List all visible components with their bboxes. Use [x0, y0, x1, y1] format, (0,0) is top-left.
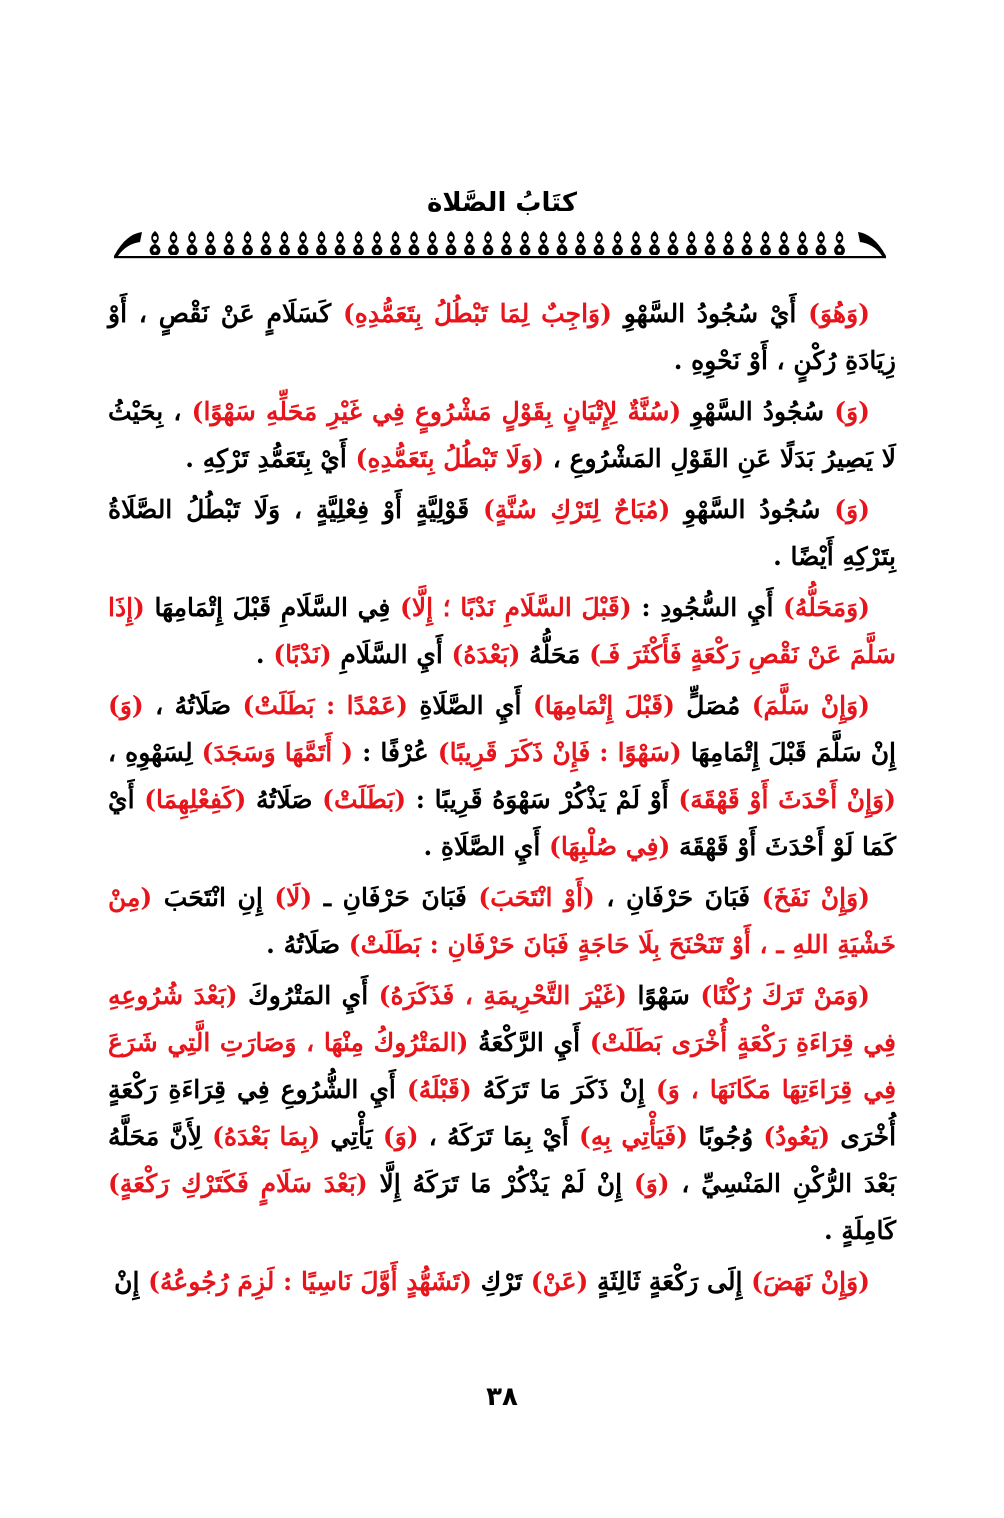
commentary-text: أَيِ السُّجُودِ : — [631, 593, 784, 622]
matn-text: (وَمَحَلُّهُ) — [783, 593, 870, 622]
matn-text: (بِمَا بَعْدَهُ) — [212, 1122, 321, 1151]
matn-text: (غَيْرَ التَّحْرِيمَةِ ، فَذَكَرَهُ) — [378, 981, 628, 1010]
commentary-text: كَامِلَةٍ . — [824, 1216, 896, 1245]
matn-text: (وَهُوَ) — [808, 299, 871, 328]
commentary-text: . — [255, 640, 274, 669]
matn-text: (فَيَأْتِي بِهِ) — [578, 1122, 689, 1151]
paragraph-5 — [108, 682, 896, 870]
commentary-text: فَبَانَ حَرْفَانِ ـ — [312, 883, 479, 912]
matn-text: (وَإِنْ نَهَضَ) — [751, 1267, 870, 1296]
matn-text: (وَ) — [108, 691, 144, 720]
commentary-text: مُصَلٍّ — [674, 691, 752, 720]
matn-text: (نَدْبًا) — [273, 640, 332, 669]
commentary-text: أَيِ الشُّرُوعِ فِي قِرَاءَةِ رَكْعَةٍ أُخْرَى — [108, 1075, 897, 1151]
commentary-text: إِنْ ذَكَرَ مَا تَرَكَهُ — [471, 1075, 656, 1104]
commentary-text: أَيْ بِمَا تَرَكَهُ ، — [418, 1122, 579, 1151]
matn-text: (وَإِنْ أَحْدَثَ أَوْ قَهْقَهَ) — [678, 785, 897, 814]
matn-text: (يَعُودُ) — [763, 1122, 831, 1151]
commentary-text: وُجُوبًا — [688, 1122, 764, 1151]
matn-text: (بَعْدَ سَلَامٍ فَكَتَرْكِ رَكْعَةٍ) — [108, 1169, 368, 1198]
commentary-text: ، بِحَيْثُ لَا يَصِيرُ بَدَلًا عَنِ القَوْلِ المَشْرُوعِ ، — [108, 397, 896, 473]
commentary-text: إِنْ سَلَّمَ قَبْلَ إِتْمَامِهَا — [681, 738, 897, 767]
paragraph-2 — [108, 388, 896, 482]
matn-text: (قَبْلَهُ) — [406, 1075, 472, 1104]
paragraph-4 — [108, 584, 896, 678]
matn-text: (مِنْ خَشْيَةِ اللهِ ـ ، أَوْ تَنَحْنَحَ بِلَا حَاجَةٍ فَبَانَ حَرْفَانِ : بَطَلَتْ) — [108, 883, 896, 959]
matn-text: (قَبْلَ السَّلَامِ نَدْبًا ؛ إِلَّا) — [400, 593, 632, 622]
matn-text: (عَنْ) — [530, 1267, 589, 1296]
commentary-text: تَرْكِ — [471, 1267, 531, 1296]
matn-text: (سَهْوًا : فَإِنْ ذَكَرَ قَرِيبًا) — [437, 738, 682, 767]
matn-text: (وَإِنْ سَلَّمَ) — [751, 691, 871, 720]
commentary-text: عُرْفًا : — [353, 738, 438, 767]
commentary-text: أَيِ الصَّلَاةِ — [407, 691, 533, 720]
commentary-text: سُجُودُ السَّهْوِ — [670, 495, 835, 524]
commentary-text: إِنِ انْتَحَبَ — [152, 883, 275, 912]
paragraph-6 — [108, 874, 896, 968]
commentary-text: صَلَاتُهُ — [246, 785, 323, 814]
matn-text: ( أَتَمَّهَا وَسَجَدَ) — [201, 738, 354, 767]
commentary-text: إِنْ — [114, 1267, 149, 1296]
paragraph-7 — [108, 972, 896, 1254]
commentary-text: أَيِ المَتْرُوكَ — [237, 981, 379, 1010]
paragraph-3 — [108, 486, 896, 580]
matn-text: (وَ) — [382, 1122, 419, 1151]
paragraph-8 — [108, 1258, 896, 1305]
commentary-text: كَسَلَامٍ عَنْ نَقْصٍ ، أَوْ زِيَادَةِ رُكْنٍ ، أَوْ نَحْوِهِ . — [108, 299, 896, 375]
commentary-text: فِي السَّلَامِ قَبْلَ إِتْمَامِهَا — [144, 593, 401, 622]
matn-text: (مُبَاحٌ لِتَرْكِ سُنَّةٍ) — [482, 495, 671, 524]
matn-text: (إِذَا سَلَّمَ عَنْ نَقْصِ رَكْعَةٍ فَأَكْثَرَ فَـ) — [108, 593, 896, 669]
commentary-text: إِنْ لَمْ يَذْكُرْ مَا تَرَكَهُ إِلَّا — [367, 1169, 634, 1198]
commentary-text: أَيِ السَّلَامِ — [331, 640, 452, 669]
commentary-text: أَيْ سُجُودُ السَّهْوِ — [611, 299, 809, 328]
page-title: كتَابُ الصَّلاة — [426, 188, 578, 218]
ornamental-divider — [112, 226, 888, 260]
paragraph-1 — [108, 290, 896, 384]
commentary-text: لِسَهْوِهِ ، — [108, 738, 202, 767]
matn-text: (كَفِعْلِهِمَا) — [144, 785, 247, 814]
matn-text: (تَشَهُّدٍ أَوَّلَ نَاسِيًا : لَزِمَ رُجُوعُهُ) — [148, 1267, 472, 1296]
matn-text: (وَ) — [834, 397, 870, 426]
matn-text: (سُنَّةٌ لِإِتْيَانٍ بِقَوْلٍ مَشْرُوعٍ فِي غَيْرِ مَحَلِّهِ سَهْوًا) — [191, 397, 682, 426]
commentary-text: لِأَنَّ مَحَلَّهُ بَعْدَ الرُّكْنِ المَنْسِيِّ ، — [108, 1122, 897, 1198]
matn-text: (فِي صُلْبِهَا) — [549, 832, 671, 861]
commentary-text: فَبَانَ حَرْفَانِ ، — [594, 883, 762, 912]
main-text — [108, 290, 896, 1309]
commentary-text: أَيْ بِتَعَمُّدِ تَرْكِهِ . — [185, 444, 356, 473]
matn-text: (عَمْدًا : بَطَلَتْ) — [242, 691, 408, 720]
commentary-text: أَيْ كَمَا لَوْ أَحْدَثَ أَوْ قَهْقَهَ — [108, 785, 896, 861]
commentary-text: صَلَاتُهُ . — [266, 930, 349, 959]
matn-text: (وَلَا تَبْطُلُ بِتَعَمُّدِهِ) — [355, 444, 545, 473]
commentary-text: يَأْتِي — [320, 1122, 383, 1151]
commentary-text: مَحَلُّهُ — [520, 640, 590, 669]
commentary-text: سَهْوًا — [627, 981, 701, 1010]
commentary-text: إِلَى رَكْعَةٍ ثَالِثَةٍ — [588, 1267, 752, 1296]
commentary-text: قَوْلِيَّةٍ أَوْ فِعْلِيَّةٍ ، وَلَا تَبْطُلُ الصَّلَاةُ بِتَرْكِهِ أَيْضًا . — [108, 495, 896, 571]
matn-text: (وَ) — [834, 495, 870, 524]
page-number: ٣٨ — [486, 1382, 518, 1412]
matn-text: (وَاجِبٌ لِمَا تَبْطُلُ بِتَعَمُّدِهِ) — [342, 299, 612, 328]
matn-text: (قَبْلَ إِتْمَامِهَا) — [532, 691, 675, 720]
matn-text: (وَمَنْ تَرَكَ رُكْنًا) — [700, 981, 870, 1010]
commentary-text: أَيِ الرَّكْعَةُ — [468, 1028, 590, 1057]
commentary-text: صَلَاتُهُ ، — [143, 691, 243, 720]
matn-text: (أَوْ انْتَحَبَ) — [478, 883, 595, 912]
matn-text: (بَعْدَ شُرُوعِهِ فِي قِرَاءَةِ رَكْعَةٍ أُخْرَى بَطَلَتْ) — [108, 981, 896, 1057]
commentary-text: أَوْ لَمْ يَذْكُرْ سَهْوَهُ قَرِيبًا : — [406, 785, 679, 814]
matn-text: (بَعْدَهُ) — [451, 640, 521, 669]
matn-text: (المَتْرُوكُ مِنْهَا ، وَصَارَتِ الَّتِي شَرَعَ فِي قِرَاءَتِهَا مَكَانَهَا ، وَ) — [108, 1028, 897, 1104]
matn-text: (لَا) — [274, 883, 313, 912]
matn-text: (وَ) — [633, 1169, 670, 1198]
commentary-text: أَيِ الصَّلَاةِ . — [423, 832, 550, 861]
matn-text: (وَإِنْ نَفَخَ) — [761, 883, 870, 912]
matn-text: (بَطَلَتْ) — [322, 785, 407, 814]
commentary-text: سُجُودُ السَّهْوِ — [681, 397, 835, 426]
